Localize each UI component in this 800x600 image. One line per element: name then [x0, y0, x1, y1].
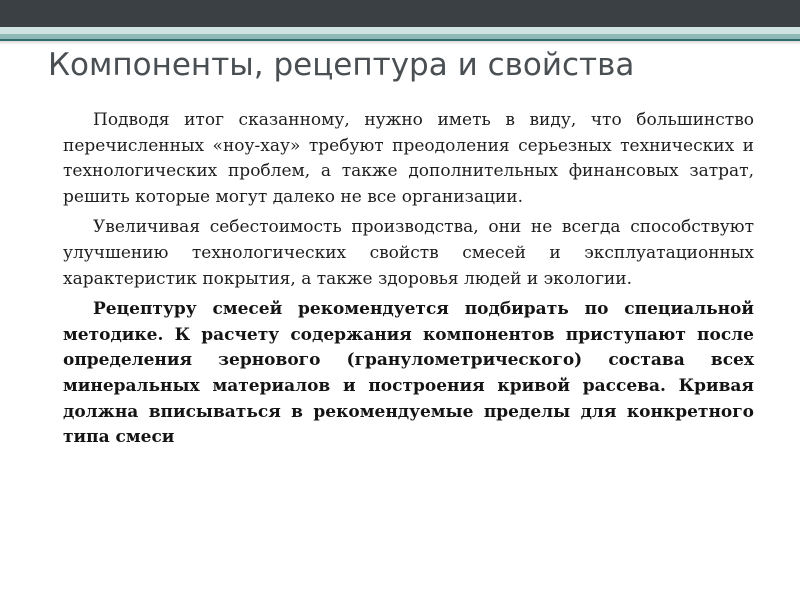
- paragraph-cost-impact: Увеличивая себестоимость производства, они не всегда способствуют улучшению технологических свойств смесей и эксплуатационных характеристик покрытия, а также здоровья людей и экологии.: [63, 217, 754, 289]
- accent-stripe-light: [0, 27, 800, 34]
- paragraph-summary: Подводя итог сказанному, нужно иметь в виду, что большинство перечисленных «ноу-хау» требуют преодоления серьезных технических и технологических проблем, а также дополнительных финансовых затрат, решить которые могут далеко не все организации.: [63, 110, 754, 207]
- slide-title: Компоненты, рецептура и свойства: [48, 47, 635, 83]
- header-band: [0, 0, 800, 27]
- paragraph-recipe-method: Рецептуру смесей рекомендуется подбирать по специальной методике. К расчету содержания компонентов приступают после определения зернового (гранулометрического) состава всех минеральных материалов и построения кривой рассева. Кривая должна вписываться в рекомендуемые пределы для конкретного типа смеси: [63, 299, 754, 448]
- slide-body: [63, 108, 754, 456]
